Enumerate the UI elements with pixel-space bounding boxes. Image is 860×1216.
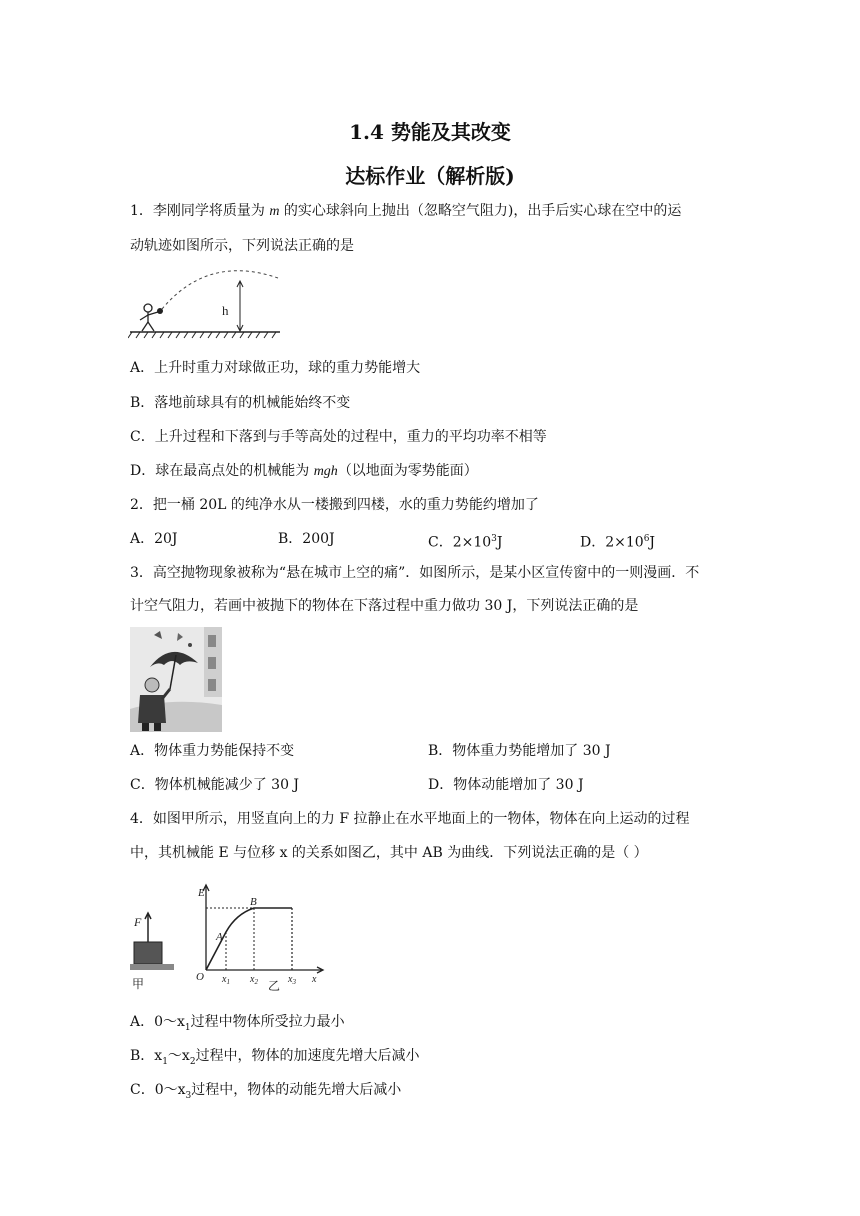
q1-stem-line2: 动轨迹如图所示，下列说法正确的是 [130,238,354,254]
q4-fig-x1-label: $x_1$ [222,974,230,986]
q1-stem-line1: 1．李刚同学将质量为 m 的实心球斜向上抛出（忽略空气阻力)，出手后实心球在空中的运 [130,203,682,219]
q2-option-a: A．20J [130,531,178,547]
q3-stem-line1: 3．高空抛物现象被称为“悬在城市上空的痛”．如图所示，是某小区宣传窗中的一则漫画．不 [130,565,700,581]
q4-option-a: A．$0\sim x_1$过程中物体所受拉力最小 [130,1014,345,1033]
q1-option-c: C．上升过程和下落到与手等高处的过程中，重力的平均功率不相等 [130,429,547,445]
q4-fig-yi-label: 乙 [268,979,281,992]
q4-fig-A-label: A [216,931,223,943]
q3-option-d: D．物体动能增加了 30 J [428,777,584,793]
page-subtitle: 达标作业（解析版) [345,164,515,188]
q2-option-c: C．$2\times 10^3J$ [428,534,503,551]
q4-fig-F-label: F [134,915,142,929]
q3-option-c: C．物体机械能减少了 30 J [130,777,300,793]
q1-option-b: B．落地前球具有的机械能始终不变 [130,395,351,411]
q4-fig-B-label: B [250,896,257,908]
q4-fig-x-axis-label: x [312,974,317,985]
q3-option-a: A．物体重力势能保持不变 [130,743,295,759]
q4-option-c: C．$0\sim x_3$过程中，物体的动能先增大后减小 [130,1082,402,1101]
q4-figure-jia [130,908,178,990]
q1-figure-trajectory [128,270,288,342]
q4-fig-x2-label: $x_2$ [250,974,258,986]
page-title: 1.4 势能及其改变 [349,120,511,144]
q3-cartoon-image [130,627,222,732]
q3-stem-line2: 计空气阻力，若画中被抛下的物体在下落过程中重力做功 30 J，下列说法正确的是 [130,598,639,614]
q3-option-b: B．物体重力势能增加了 30 J [428,743,611,759]
q2-stem: 2．把一桶 20L 的纯净水从一楼搬到四楼，水的重力势能约增加了 [130,497,539,513]
q4-fig-O-label: O [196,971,204,983]
q4-stem-line2: 中，其机械能 E 与位移 x 的关系如图乙，其中 AB 为曲线．下列说法正确的是（ ） [130,845,648,861]
q4-fig-x3-label: $x_3$ [288,974,296,986]
q4-fig-jia-label: 甲 [132,977,145,990]
q2-option-b: B．200J [278,531,335,547]
q4-stem-line1: 4．如图甲所示，用竖直向上的力 F 拉静止在水平地面上的一物体，物体在向上运动的过程 [130,811,690,827]
q1-fig-h-label: h [222,303,229,318]
q4-option-b: B．$x_1\sim x_2$过程中，物体的加速度先增大后减小 [130,1048,420,1067]
q2-option-d: D．$2\times 10^6J$ [580,534,656,551]
q1-option-a: A．上升时重力对球做正功，球的重力势能增大 [130,360,421,376]
q4-fig-E-label: E [198,887,205,899]
q1-option-d: D．球在最高点处的机械能为 mgh（以地面为零势能面） [130,463,478,479]
q4-figure-yi [192,880,332,992]
